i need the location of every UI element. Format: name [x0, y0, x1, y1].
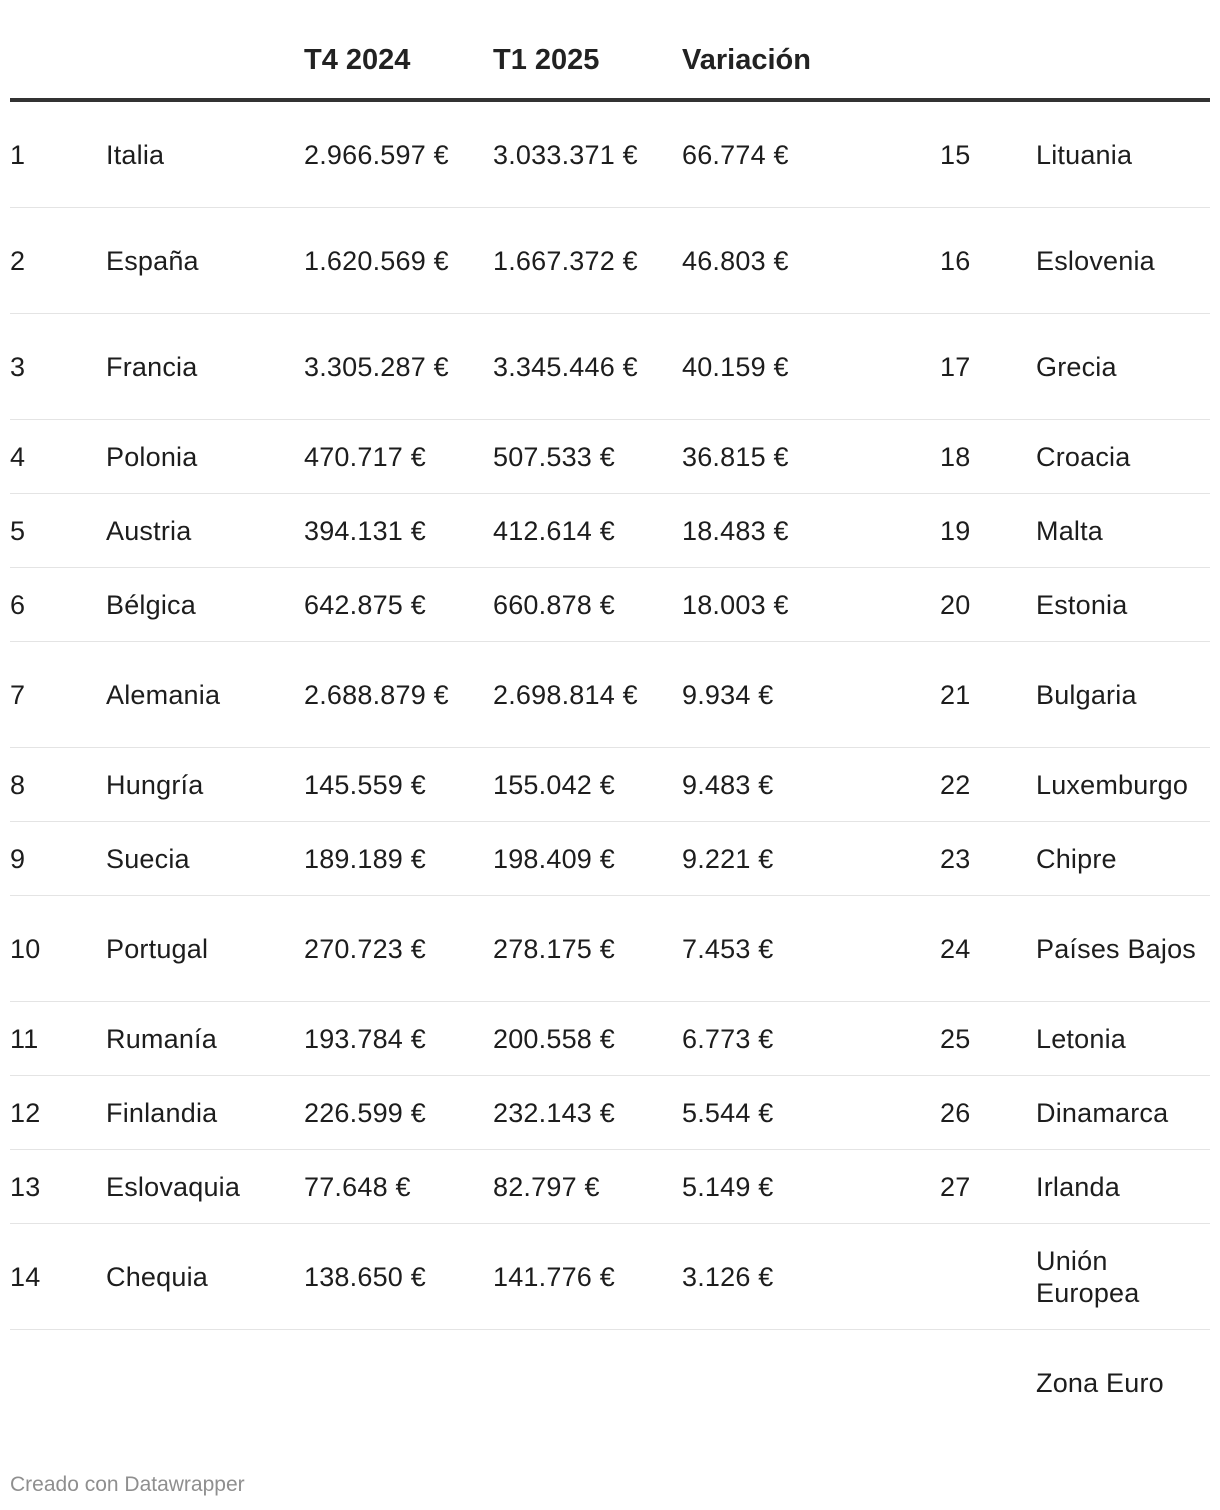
- cell-country-right: Croacia: [1036, 441, 1131, 472]
- cell-variacion: 66.774 €: [682, 139, 789, 170]
- cell-variacion: 46.803 €: [682, 245, 789, 276]
- table-row: [10, 314, 1210, 420]
- table-header: [10, 0, 1210, 102]
- cell-variacion: 5.149 €: [682, 1171, 774, 1202]
- cell-rank-right: 19: [940, 515, 971, 546]
- cell-rank-right: 16: [940, 245, 971, 276]
- cell-variacion: 9.221 €: [682, 843, 774, 874]
- cell-t4-2024: 138.650 €: [304, 1261, 426, 1292]
- table-row: [10, 748, 1210, 822]
- cell-rank-right: 26: [940, 1097, 971, 1128]
- cell-variacion: 9.934 €: [682, 679, 774, 710]
- cell-country-right: Zona Euro: [1036, 1368, 1164, 1398]
- data-table: [10, 0, 1210, 1436]
- cell-country: Eslovaquia: [106, 1171, 241, 1202]
- cell-variacion: 9.483 €: [682, 769, 774, 800]
- cell-rank: 7: [10, 679, 26, 710]
- cell-t1-2025: 1.667.372 €: [493, 245, 638, 276]
- cell-t1-2025: 82.797 €: [493, 1171, 600, 1202]
- cell-t4-2024: 470.717 €: [304, 441, 426, 472]
- cell-country: Italia: [106, 139, 165, 170]
- cell-country-right: Dinamarca: [1036, 1097, 1169, 1128]
- cell-country: Francia: [106, 351, 198, 382]
- cell-rank: 1: [10, 139, 26, 170]
- cell-variacion: 40.159 €: [682, 351, 789, 382]
- cell-country: Suecia: [106, 843, 190, 874]
- table-row: [10, 896, 1210, 1002]
- cell-t1-2025: 278.175 €: [493, 933, 615, 964]
- cell-t1-2025: 155.042 €: [493, 769, 615, 800]
- table-row: [10, 1224, 1210, 1330]
- cell-country-right: Luxemburgo: [1036, 769, 1189, 800]
- cell-variacion: 18.003 €: [682, 589, 789, 620]
- cell-rank: 6: [10, 589, 26, 620]
- cell-country-right: Letonia: [1036, 1023, 1126, 1054]
- cell-country-right: Irlanda: [1036, 1171, 1120, 1202]
- cell-t1-2025: 412.614 €: [493, 515, 615, 546]
- cell-variacion: [682, 1330, 882, 1436]
- cell-rank: [10, 1330, 90, 1436]
- cell-t4-2024: [304, 1330, 454, 1436]
- cell-rank-right: [940, 1224, 1020, 1329]
- cell-t4-2024: 226.599 €: [304, 1097, 426, 1128]
- cell-country-right: Lituania: [1036, 139, 1133, 170]
- cell-country: Alemania: [106, 679, 221, 710]
- cell-country-right: Bulgaria: [1036, 679, 1137, 710]
- cell-rank-right: 25: [940, 1023, 971, 1054]
- cell-variacion: 36.815 €: [682, 441, 789, 472]
- cell-rank-right: 15: [940, 139, 971, 170]
- cell-t1-2025: 3.033.371 €: [493, 139, 638, 170]
- cell-t4-2024: 77.648 €: [304, 1171, 411, 1202]
- cell-rank: 11: [10, 1023, 39, 1054]
- cell-t1-2025: 200.558 €: [493, 1023, 615, 1054]
- cell-t4-2024: 145.559 €: [304, 769, 426, 800]
- cell-t1-2025: 3.345.446 €: [493, 351, 638, 382]
- cell-variacion: 18.483 €: [682, 515, 789, 546]
- cell-rank-right: 21: [940, 679, 971, 710]
- cell-t1-2025: 232.143 €: [493, 1097, 615, 1128]
- cell-t1-2025: 660.878 €: [493, 589, 615, 620]
- cell-t4-2024: 193.784 €: [304, 1023, 426, 1054]
- table-row: [10, 568, 1210, 642]
- header-t4-2024: T4 2024: [304, 44, 411, 76]
- table-row: [10, 208, 1210, 314]
- cell-country: Austria: [106, 515, 192, 546]
- cell-country: Hungría: [106, 769, 204, 800]
- cell-country-right: Grecia: [1036, 351, 1117, 382]
- cell-t1-2025: [493, 1330, 643, 1436]
- table-row: [10, 642, 1210, 748]
- cell-rank: 14: [10, 1261, 41, 1292]
- cell-variacion: 3.126 €: [682, 1261, 774, 1292]
- cell-rank-right: 27: [940, 1171, 971, 1202]
- cell-country-right: Malta: [1036, 515, 1104, 546]
- cell-variacion: 6.773 €: [682, 1023, 774, 1054]
- cell-rank: 8: [10, 769, 26, 800]
- cell-country: Finlandia: [106, 1097, 218, 1128]
- table-row: [10, 822, 1210, 896]
- cell-rank: 2: [10, 245, 26, 276]
- cell-country-right: Países Bajos: [1036, 933, 1196, 964]
- table-row: [10, 1150, 1210, 1224]
- cell-t4-2024: 2.688.879 €: [304, 679, 449, 710]
- table-row: [10, 1076, 1210, 1150]
- cell-country-right: Eslovenia: [1036, 245, 1155, 276]
- cell-country-right: Chipre: [1036, 843, 1117, 874]
- cell-country-right: Unión Europea: [1036, 1245, 1140, 1308]
- table-body: [10, 102, 1210, 1436]
- cell-t1-2025: 507.533 €: [493, 441, 615, 472]
- cell-country: Rumanía: [106, 1023, 217, 1054]
- cell-rank-right: 18: [940, 441, 971, 472]
- header-variacion: Variación: [682, 44, 811, 76]
- cell-t4-2024: 3.305.287 €: [304, 351, 449, 382]
- cell-rank: 13: [10, 1171, 41, 1202]
- cell-t4-2024: 270.723 €: [304, 933, 426, 964]
- table-row: [10, 102, 1210, 208]
- cell-country-right: Estonia: [1036, 589, 1128, 620]
- cell-t1-2025: 2.698.814 €: [493, 679, 638, 710]
- cell-variacion: 5.544 €: [682, 1097, 774, 1128]
- table-row: [10, 494, 1210, 568]
- cell-rank-right: [940, 1330, 1020, 1436]
- cell-country: Portugal: [106, 933, 209, 964]
- cell-t1-2025: 198.409 €: [493, 843, 615, 874]
- cell-t4-2024: 394.131 €: [304, 515, 426, 546]
- table-row: [10, 1002, 1210, 1076]
- cell-t1-2025: 141.776 €: [493, 1261, 615, 1292]
- cell-rank-right: 24: [940, 933, 971, 964]
- cell-rank-right: 20: [940, 589, 971, 620]
- cell-rank: 5: [10, 515, 26, 546]
- cell-rank-right: 23: [940, 843, 971, 874]
- cell-country: [106, 1330, 286, 1436]
- cell-rank: 3: [10, 351, 26, 382]
- cell-t4-2024: 1.620.569 €: [304, 245, 449, 276]
- cell-rank-right: 17: [940, 351, 971, 382]
- header-t1-2025: T1 2025: [493, 44, 600, 76]
- cell-country: Polonia: [106, 441, 198, 472]
- cell-country: España: [106, 245, 199, 276]
- cell-rank-right: 22: [940, 769, 971, 800]
- table-row: [10, 420, 1210, 494]
- cell-rank: 4: [10, 441, 26, 472]
- cell-country: Bélgica: [106, 589, 196, 620]
- cell-rank: 10: [10, 933, 41, 964]
- cell-rank: 12: [10, 1097, 41, 1128]
- cell-rank: 9: [10, 843, 26, 874]
- cell-t4-2024: 642.875 €: [304, 589, 426, 620]
- cell-t4-2024: 189.189 €: [304, 843, 426, 874]
- cell-t4-2024: 2.966.597 €: [304, 139, 449, 170]
- footer-credit: Creado con Datawrapper: [10, 1473, 245, 1496]
- cell-country: Chequia: [106, 1261, 208, 1292]
- cell-variacion: 7.453 €: [682, 933, 774, 964]
- table-row: [10, 1330, 1210, 1436]
